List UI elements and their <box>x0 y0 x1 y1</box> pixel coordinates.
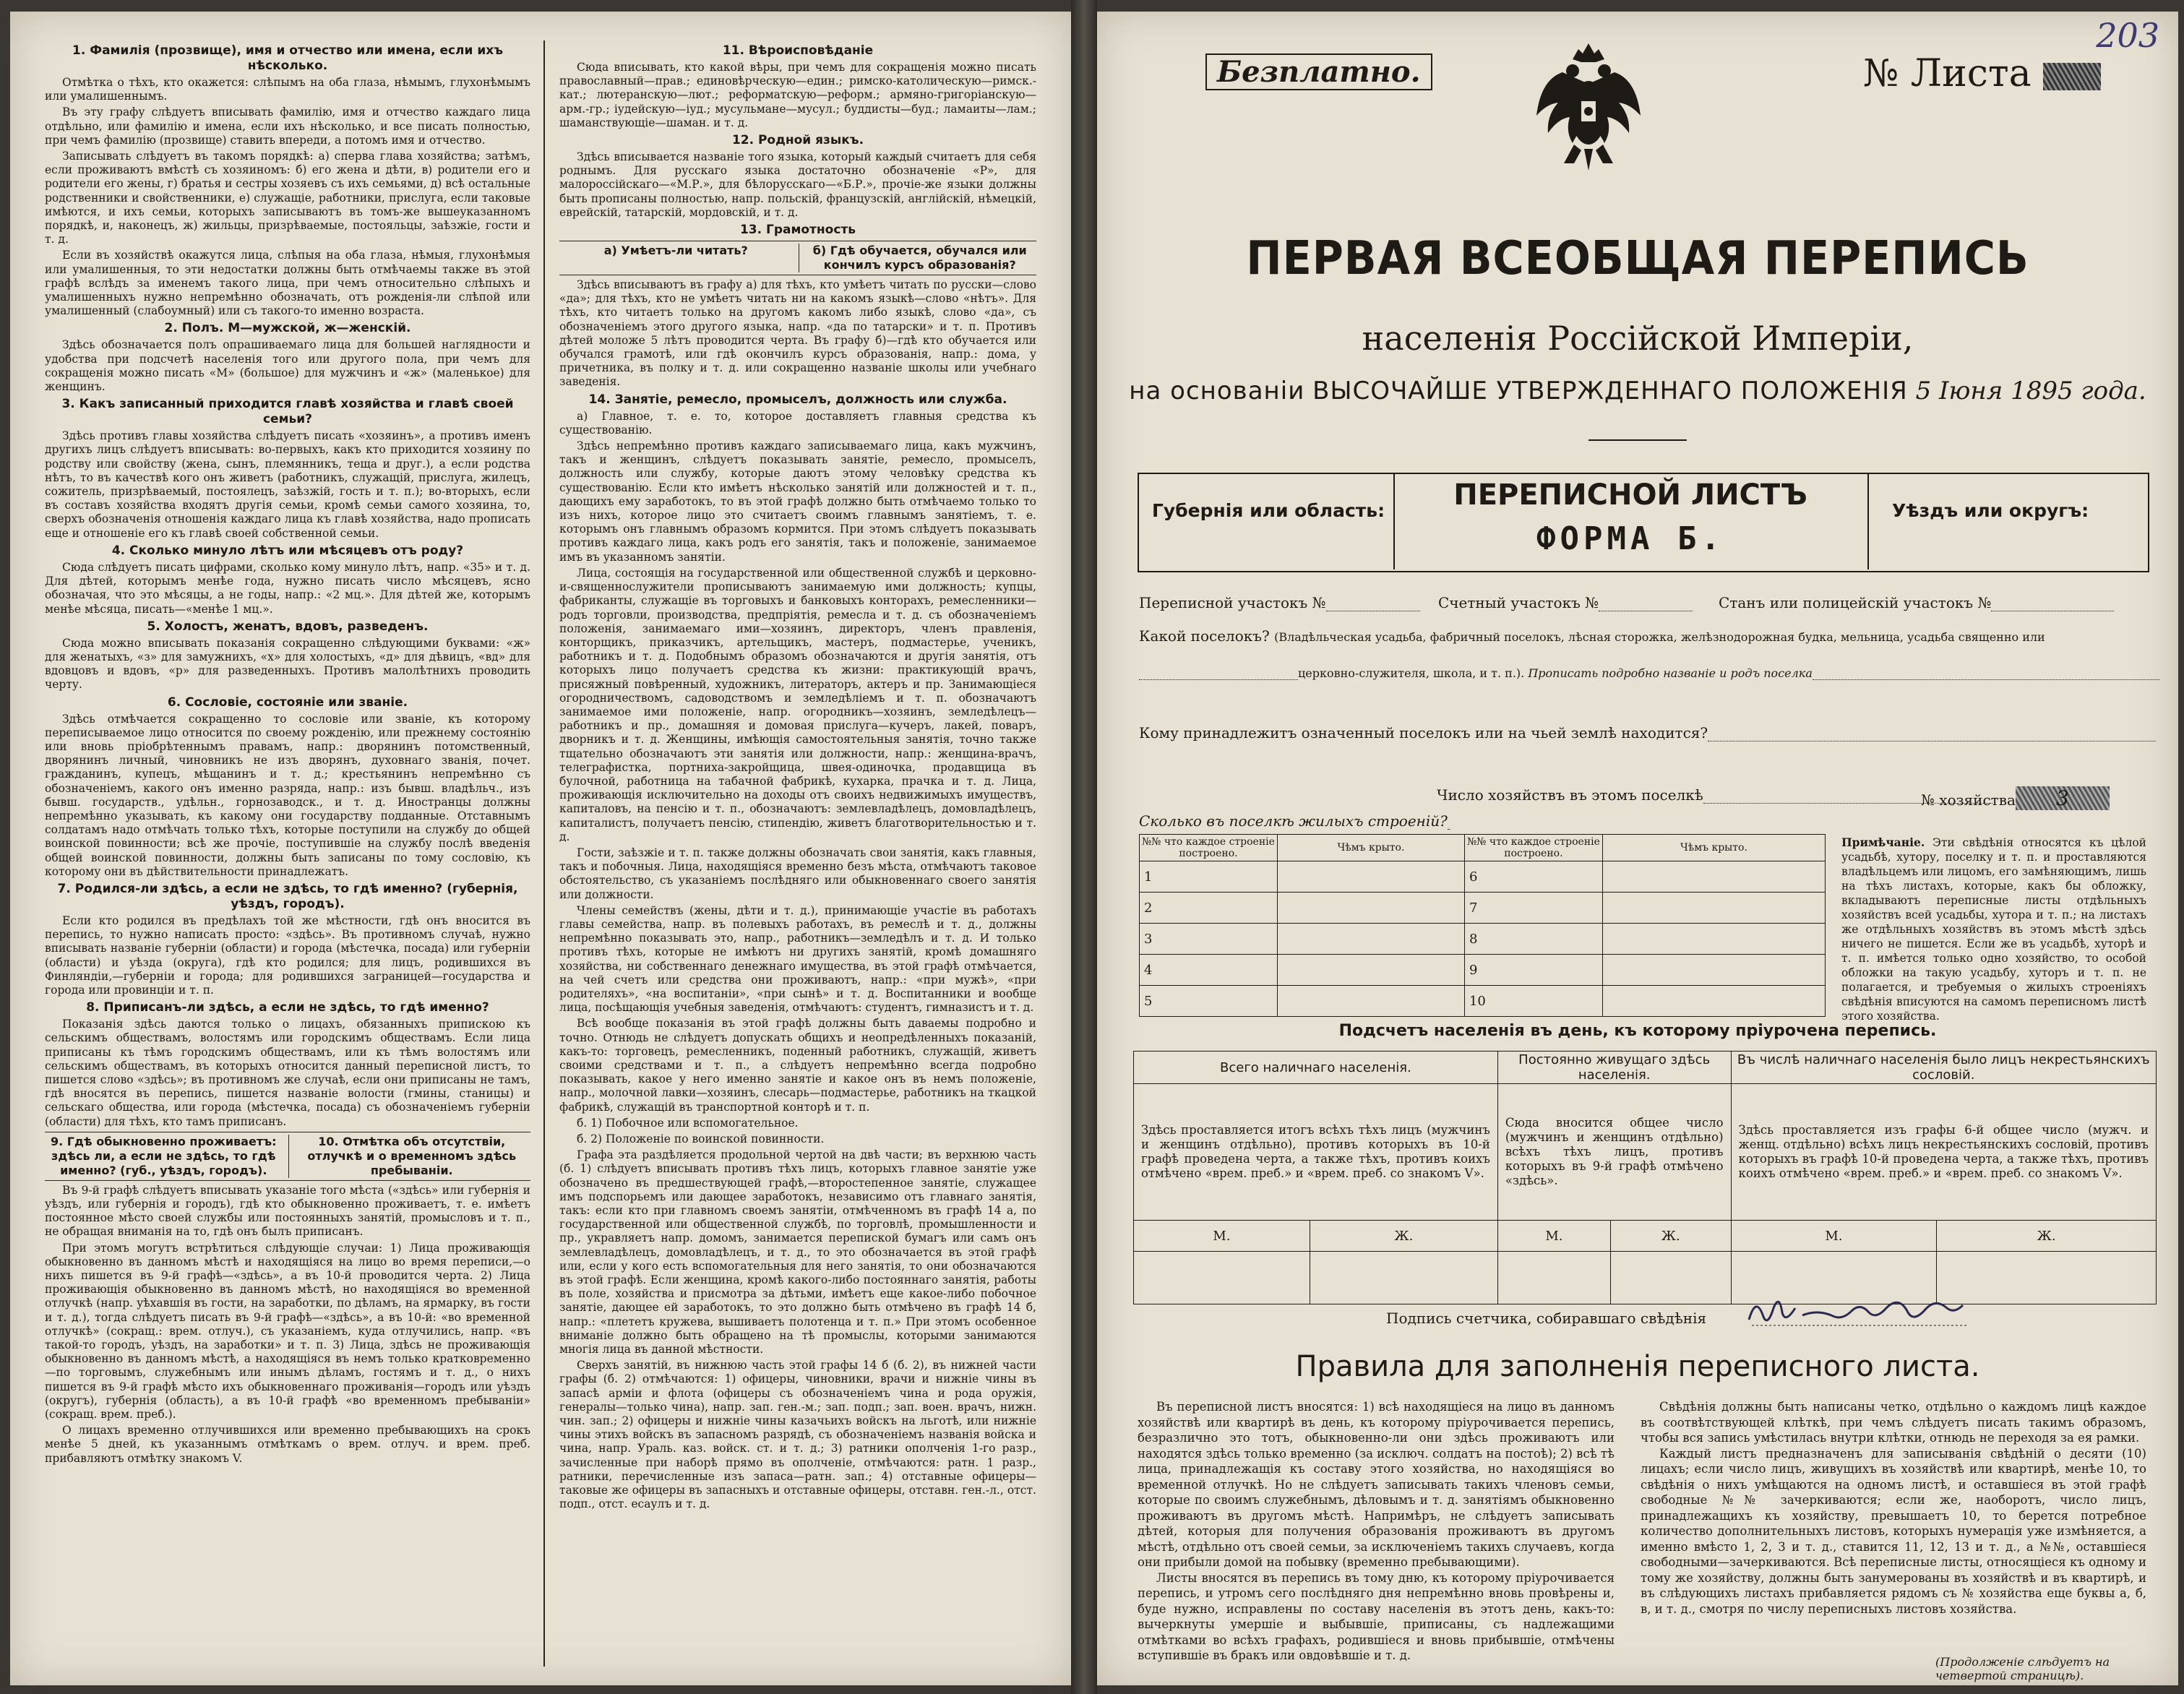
instruction-section <box>559 392 1036 1512</box>
instruction-section <box>45 321 530 394</box>
instruction-paragraph: а) Главное, т. е. то, которое доставляетъ главныя средства къ существованію. <box>559 409 1036 437</box>
stroeni-label: Сколько въ поселкѣ жилыхъ строеній? <box>1139 812 1448 830</box>
instruction-section <box>45 543 530 616</box>
list-number-label: № Листа <box>1863 52 2032 95</box>
field-poselok[interactable] <box>1139 627 2045 645</box>
heading-13a: а) Умѣетъ-ли читать? <box>603 244 748 258</box>
hozyaistvo-no-value: 3 <box>2016 786 2110 810</box>
population-col-head: Въ числѣ наличнаго населенія было лицъ некрестьянскихъ сословій. <box>1731 1052 2156 1084</box>
instruction-section <box>45 43 530 318</box>
instruction-paragraph: Если въ хозяйствѣ окажутся лица, слѣпыя на оба глаза, нѣмыя, глухонѣмыя или умалишенныя, то эти недостатки должны быть отмѣчаемы также въ этой графѣ вслѣдъ за именемъ такого лица, при чемъ относительно слѣпыхъ и умалишенныхъ нужно непремѣнно обозначать, отъ рожденія-ли слѣпой или умалишенный (слабоумный) или съ такого-то именно возраста. <box>45 249 530 318</box>
male-count-cell[interactable] <box>1497 1252 1610 1304</box>
buildings-col-no-2: №№ что каждое строеніе построено. <box>1464 835 1602 861</box>
building-number: 3 <box>1140 924 1278 955</box>
male-label: М. <box>1134 1221 1310 1252</box>
instruction-heading: 3. Какъ записанный приходится главѣ хозяйства и главѣ своей семьи? <box>61 397 514 427</box>
rules-paragraph: Свѣдѣнія должны быть написаны четко, отдѣльно о каждомъ лицѣ каждое въ соотвѣтствующей клѣткѣ, при чемъ слѣдуетъ писать такимъ образомъ, чтобы вся запись умѣстилась внутри клѣтки, отнюдь не переходя за ея рамки. <box>1641 1400 2146 1445</box>
instructions-column-a <box>45 40 530 1667</box>
buildings-col-roof-2: Чѣмъ крыто. <box>1602 835 1825 861</box>
building-number: 6 <box>1464 861 1602 893</box>
note-text: Эти свѣдѣнія относятся къ цѣлой усадьбѣ, хутору, поселку и т. п. и проставляются владѣльцемъ или лицомъ, его замѣняющимъ, лишь на тѣхъ листахъ, которые, какъ бы обложку, вкладываютъ переписные листы отдѣльныхъ хозяйствъ всей усадьбы, хутора и т. п.; на листахъ же отдѣльныхъ хозяйствъ въ этомъ мѣстѣ здѣсь ничего не пишется. Если же въ усадьбѣ, хуторѣ и т. п. имѣется только одно хозяйство, то особой обложки на такую усадьбу, хуторъ и т. п. не полагается, и требуемыя о жилыхъ строеніяхъ свѣдѣнія вписуются на самомъ переписномъ листѣ этого хозяйства. <box>1841 836 2146 1023</box>
instruction-paragraph: Сюда можно вписывать показанія сокращенно слѣдующими буквами: «ж» для женатыхъ, «з» для замужнихъ, «х» для холостыхъ, «д» для дѣвицъ, «вд» для вдовцовъ и вдовъ, «р» для разведенныхъ. Противъ малолѣтнихъ проводить черту. <box>45 636 530 692</box>
book-gutter <box>1071 0 1097 1694</box>
instruction-paragraph: Здѣсь противъ главы хозяйства слѣдуетъ писать «хозяинъ», а противъ именъ другихъ лицъ слѣдуетъ вписывать: во-первыхъ, какъ кто приходится хозяину по родству или свойству (жена, сынъ, племянникъ, теща и друг.), а если родства нѣтъ, то въ качествѣ кого онъ живетъ (работникъ, служащій, прислуга, жилецъ, сожитель, призрѣваемый, постоялецъ, заѣзжій, гость и т. п.); во-вторыхъ, если въ составъ хозяйства входятъ другія семьи, кромѣ семьи самого хозяина, то, сверхъ обозначенія отношенія каждаго лица къ главѣ хозяйства, надо прописать еще и отношеніе его къ главѣ своей собственной семьи. <box>45 429 530 540</box>
instruction-heading: 5. Холостъ, женатъ, вдовъ, разведенъ. <box>147 619 429 634</box>
instruction-heading: 13. Грамотность <box>739 223 856 238</box>
instruction-heading: 14. Занятіе, ремесло, промыселъ, должность или служба. <box>588 392 1007 407</box>
building-roof-cell[interactable] <box>1277 861 1464 893</box>
building-roof-cell[interactable] <box>1602 986 1825 1017</box>
instruction-heading: 4. Сколько минуло лѣтъ или мѣсяцевъ отъ роду? <box>111 543 464 558</box>
buildings-table <box>1139 834 1826 1017</box>
komu-label: Кому принадлежитъ означенный поселокъ или на чьей землѣ находится? <box>1139 724 1708 741</box>
continued-note: (Продолженіе слѣдуетъ на четвертой страницѣ). <box>1935 1655 2110 1682</box>
hozyaistvo-no-label: № хозяйства <box>1921 791 2016 809</box>
left-page-instructions <box>10 12 1071 1685</box>
instruction-paragraph: б. 2) Положеніе по воинской повинности. <box>577 1132 825 1146</box>
male-label: М. <box>1497 1221 1610 1252</box>
population-col-head: Постоянно живущаго здѣсь населенія. <box>1497 1052 1731 1084</box>
heading-13b: б) Гдѣ обучается, обучался или кончилъ курсъ образованія? <box>799 244 1037 272</box>
right-page-census-form <box>1097 12 2178 1685</box>
rules-paragraph: Каждый листъ предназначенъ для записыванія свѣдѣній о десяти (10) лицахъ; если число лицъ, живущихъ въ хозяйствѣ или квартирѣ, менѣе 10, то свѣдѣнія о нихъ умѣщаются на одномъ листѣ, и оставшіеся въ этой графѣ свободные №№ зачеркиваются; если же, наоборотъ, число лицъ, принадлежащихъ къ хозяйству, превышаетъ 10, то берется потребное количество дополнительныхъ листовъ, которыхъ нумерація уже измѣняется, а именно вмѣсто 1, 2, 3 и т. д., ставится 11, 12, 13 и т. д., а №№, оставшіеся свободными—зачеркиваются. Всѣ переписные листы, относящіеся къ одному и тому же хозяйству, должны быть занумерованы въ хозяйствѣ и въ квартирѣ, и въ слѣдующихъ листахъ прибавляется рядомъ съ № хозяйства еще буквы а, б, в, и т. д., смотря по числу переписныхъ листовъ хозяйства. <box>1641 1446 2146 1616</box>
building-number: 5 <box>1140 986 1278 1017</box>
instruction-section <box>45 882 530 997</box>
instruction-heading: 11. Вѣроисповѣданіе <box>722 43 874 58</box>
decree-part-b: ВЫСОЧАЙШЕ УТВЕРЖДЕННАГО ПОЛОЖЕНІЯ <box>1312 377 1908 405</box>
female-label: Ж. <box>1937 1221 2157 1252</box>
field-chislo-hozyaistv[interactable] <box>1437 786 1992 804</box>
instruction-paragraph: Въ эту графу слѣдуетъ вписывать фамилію, имя и отчество каждаго лица отдѣльно, или фамилію и имена, если ихъ нѣсколько, и все писать полностью, при чемъ фамилію (прозвище) ставить впереди, а потомъ имя и отчество. <box>45 106 530 147</box>
building-roof-cell[interactable] <box>1277 924 1464 955</box>
instruction-paragraph: Здѣсь вписываютъ въ графу а) для тѣхъ, кто умѣетъ читать по русски—слово «да»; для тѣхъ, кто не умѣетъ читать ни на какомъ языкѣ—слово «нѣтъ». Для тѣхъ, кто читаетъ только на другомъ какомъ либо языкѣ, слово «да», съ обозначеніемъ этого другого языка, напр. «да по татарски» и т. п. Противъ дѣтей моложе 5 лѣтъ проводится черта. Въ графу б)—гдѣ кто обучается или обучался грамотѣ, или гдѣ окончилъ курсъ образованія, напр.: дома, у причетника, въ полку и т. д. или сокращенно названіе школы или учебнаго заведенія. <box>559 278 1036 389</box>
field-schetny-uchastok[interactable] <box>1438 594 1693 611</box>
population-count-title: Подсчетъ населенія въ день, къ которому пріурочена перепись. <box>1338 1022 1937 1040</box>
building-roof-cell[interactable] <box>1602 924 1825 955</box>
schetny-uchastok-label: Счетный участокъ № <box>1438 594 1599 611</box>
poselok-hint-3: Прописать подробно названіе и родъ поселка <box>1528 666 1813 680</box>
instruction-paragraph: Графа эта раздѣляется продольной чертой на двѣ части; въ верхнюю часть (б. 1) слѣдуетъ вписывать противъ тѣхъ лицъ, которыхъ главное занятіе уже обозначено въ предшествующей графѣ,—второстепенное занятіе, служащее имъ подспорьемъ или дающее заработокъ, независимо отъ главнаго занятія, такъ: если кто при главномъ своемъ занятіи, отмѣченномъ въ графѣ 14 а, по государственной или общественной службѣ, по торговлѣ, промышленности и пр., укравляетъ напр. домомъ, занимается перепиской бумагъ или самъ онъ землевладѣлецъ, домовладѣлецъ, и т. д., то это обозначается въ этой графѣ или, если у кого есть вспомогательныя для него занятія, то они обозначаются въ этой графѣ. Если женщина, кромѣ какого-либо постояннаго занятія, работы въ поле, хозяйства и присмотра за дѣтьми, имѣетъ еще какое-либо побочное занятіе, дающее ей заработокъ, то это должно быть отмѣчено въ графѣ 14 б, напр.: «плететъ кружева, вышиваетъ полотенца и т. п.» При этомъ особенное вниманіе должно быть обращено на тѣ промыслы, которыми занимаются многія лица въ данной мѣстности. <box>559 1148 1036 1357</box>
instruction-paragraph: Здѣсь отмѣчается сокращенно то сословіе или званіе, къ которому переписываемое лицо относится по своему рожденію, или прежнему состоянію или вновь пріобрѣтеннымъ правамъ, напр.: дворянинъ потомственный, дворянинъ личный, чиновникъ не изъ дворянъ, духовнаго званія, почет. гражданинъ, купецъ, мѣщанинъ и т. д.; крестьянинъ непремѣнно съ обозначеніемъ, какого онъ именно разряда, напр.: изъ бывш. владѣльч., изъ бывш. государств., удѣльн., горнозаводск., и т. д. Иностранцы должны непремѣнно указывать, къ какому они государству подданные. Отставнымъ солдатамъ надо отмѣчать только тѣхъ, которые поступили на службу до общей воинской повинности; всѣ же прочіе, поступившіе на службу послѣ введенія общей воинской повинности, должны быть записаны по тому сословію, къ которому они въ дѣйствительности принадлежатъ. <box>45 712 530 878</box>
buildings-row <box>1140 893 1826 924</box>
buildings-row <box>1140 955 1826 986</box>
free-stamp: Безплатно. <box>1205 53 1432 90</box>
rules-column-a <box>1138 1399 1615 1681</box>
instruction-heading: 6. Сословіе, состояніе или званіе. <box>167 695 408 710</box>
note-label: Примѣчаніе. <box>1841 835 1925 849</box>
perepisnoy-uchastok-label: Переписной участокъ № <box>1139 594 1326 611</box>
building-roof-cell[interactable] <box>1277 893 1464 924</box>
decree-part-a: на основаніи <box>1129 377 1305 405</box>
population-col-desc: Здѣсь проставляется итогъ всѣхъ тѣхъ лицъ (мужчинъ и женщинъ отдѣльно), противъ которыхъ въ 10-й графѣ проведена черта, а также тѣхъ, противъ коихъ отмѣчено «врем. преб.» и «врем. преб. со знакомъ V». <box>1134 1084 1498 1221</box>
building-roof-cell[interactable] <box>1277 955 1464 986</box>
instruction-paragraph: Показанія здѣсь даются только о лицахъ, обязанныхъ припискою къ сельскимъ обществамъ, волостямъ или городскимъ обществамъ. Если лица приписаны къ тѣмъ городскимъ обществамъ, или къ тѣмъ волостямъ или сельскимъ обществамъ, въ которыхъ относится данный переписной листъ, то пишется слово «здѣсь»; въ противномъ же случаѣ, если они приписаны не тамъ, гдѣ вносятся въ перепись, пишется названіе волости (гмины, станицы) и сельскаго общества, или города (мѣстечка, посада) съ обозначеніемъ губерніи (области) для тѣхъ, кто тамъ приписанъ. <box>45 1018 530 1128</box>
split-heading-13 <box>559 241 1036 275</box>
building-number: 9 <box>1464 955 1602 986</box>
building-roof-cell[interactable] <box>1602 955 1825 986</box>
male-count-cell[interactable] <box>1134 1252 1310 1304</box>
instruction-paragraph: Въ 9-й графѣ слѣдуетъ вписывать указаніе того мѣста («здѣсь» или губернія и уѣздъ, или губернія и городъ), гдѣ кто обыкновенно проживаетъ, т. е. имѣетъ постоянное мѣсто своей службы или постоянныхъ занятій, промысловъ и т. п., не обращая вниманія на то, гдѣ онъ былъ приписанъ. <box>45 1183 530 1239</box>
male-label: М. <box>1731 1221 1937 1252</box>
field-komu[interactable] <box>1139 724 2156 741</box>
split-heading-9-10 <box>45 1132 530 1181</box>
building-number: 8 <box>1464 924 1602 955</box>
census-decree <box>1097 377 2178 405</box>
instruction-paragraph: Сюда слѣдуетъ писать цифрами, сколько кому минуло лѣтъ, напр. «35» и т. д. Для дѣтей, которымъ менѣе года, нужно писать число мѣсяцевъ, ясно обозначая, что это мѣсяцы, а не годы, напр.: «2 мц.». Для дѣтей же, которымъ менѣе мѣсяца, писать—«менѣе 1 мц.». <box>45 560 530 616</box>
heading-9: 9. Гдѣ обыкновенно проживаетъ: здѣсь ли, а если не здѣсь, то гдѣ именно? (губ., уѣздъ, городъ). <box>50 1134 277 1177</box>
imperial-eagle-icon <box>1531 40 1646 178</box>
instruction-paragraph: Лица, состоящія на государственной или общественной службѣ и церковно-и-священнослужители прописываютъ занимаемую ими должность; купцы, фабриканты, служащіе въ торговыхъ и банковыхъ конторахъ, ремесленники—родъ торговли, производства, предпріятія, ремесла и т. д. съ обозначеніемъ положенія, занимаемаго ими—хозяинъ, директоръ, членъ правленія, конторщикъ, приказчикъ, артельщикъ, мастеръ, подмастерье, ученикъ, работникъ и т. д. Подобнымъ образомъ обозначаются и другія занятія, отъ которыхъ лицо получаетъ средства къ жизни: практикующій врачъ, присяжный повѣренный, художникъ, литераторъ, актеръ и пр. Занимающіеся огородничествомъ, садоводствомъ и земледѣліемъ и т. п. обозначаютъ занимаемое ими положеніе, напр. огородникъ—хозяинъ, земледѣлецъ—работникъ и пр., домашняя и домовая прислуга—кучеръ, лакей, поваръ, дворникъ и т. д. Женщины, имѣющія самостоятельныя занятія, точно также тщательно обозначаютъ эти занятія или должности, напр.: женщина-врачъ, телеграфистка, портниха-закройщица, швея-одиночка, продавщица въ булочной, работница на табачной фабрикѣ, кухарка, прачка и т. д. Лица, проживающія исключительно на доходы отъ своихъ недвижимыхъ имуществъ, капиталовъ, на пенсію и т. п., обозначаютъ: землевладѣлецъ, домовладѣлецъ, капиталистъ, получаетъ пенсію, стипендію, живетъ благотворительностью и т. д. <box>559 566 1036 843</box>
population-col-head: Всего наличнаго населенія. <box>1134 1052 1498 1084</box>
enumerator-signature-label: Подпись счетчика, собиравшаго свѣдѣнія <box>1386 1310 1707 1327</box>
instruction-section <box>559 278 1036 390</box>
enumerator-signature[interactable] <box>1745 1291 1983 1334</box>
instruction-section <box>45 397 530 541</box>
building-roof-cell[interactable] <box>1602 893 1825 924</box>
instruction-paragraph: Если кто родился въ предѣлахъ той же мѣстности, гдѣ онъ вносится въ перепись, то нужно написать просто: «здѣсь». Въ противномъ случаѣ, нужно вписывать названіе губерніи (области) и города (мѣстечка, посада) или губерніи (области) и уѣзда (округа), гдѣ кто родился; для лицъ, родившихся въ Финляндіи,—губерніи и города; для родившихся заграницей—государства и города или провинціи и т. п. <box>45 913 530 997</box>
instruction-heading: 1. Фамилія (прозвище), имя и отчество или имена, если ихъ нѣсколько. <box>72 43 503 73</box>
instruction-paragraph: Сюда вписывать, кто какой вѣры, при чемъ для сокращенія можно писать православный—прав.; единовѣрческую—един.; римско-католическую—римск.-кат.; лютеранскую—лют.; реформатскую—реформ.; армяно-григоріанскую—арм.-гр.; іудейскую—іуд.; мусульмане—мусул.; буддисты—буд.; ламаиты—лам.; шаманствующіе—шаман. и т. д. <box>559 61 1036 129</box>
building-number: 10 <box>1464 986 1602 1017</box>
column-divider <box>543 40 545 1667</box>
instruction-paragraph: При этомъ могутъ встрѣтиться слѣдующіе случаи: 1) Лица проживающія обыкновенно въ данномъ мѣстѣ и находящіяся на лицо во время переписи,—о нихъ пишется въ 9-й графѣ—«здѣсь», а въ 10-й проводится черта. 2) Лица проживающія обыкновенно въ данномъ мѣстѣ, но находящіяся во временной отлучкѣ (напр. уѣхавшія въ гости, на заработки, по дѣламъ, на ярмарку, въ гости и т. д.), тогда слѣдуетъ писать въ 9-й графѣ—«здѣсь», а въ 10-й: «во временной отлучкѣ» (сокращ.: врем. отлуч.), съ указаніемъ, куда отлучились, напр. «въ такой-то городъ, уѣздъ, на заработки» и т. п. 3) Лица, здѣсь не проживающія обыкновенно въ данномъ мѣстѣ, а находящіяся въ немъ только кратковременно—по торговымъ, служебнымъ или инымъ дѣламъ, гостямъ и т. д., о нихъ пишется въ 9-й графѣ мѣсто ихъ обыкновеннаго проживанія—городъ или уѣздъ (округъ), губернія (область), а въ 10-й графѣ «во временномъ пребываніи» (сокращ. врем. преб.). <box>45 1241 530 1422</box>
building-number: 2 <box>1140 893 1278 924</box>
building-number: 7 <box>1464 893 1602 924</box>
uezd-label: Уѣздъ или округъ: <box>1892 500 2089 521</box>
instruction-section <box>559 223 1036 238</box>
heading-10: 10. Отмѣтка объ отсутствіи, отлучкѣ и о временномъ здѣсь пребываніи. <box>288 1135 531 1178</box>
census-title: ПЕРВАЯ ВСЕОБЩАЯ ПЕРЕПИСЬ <box>1246 232 2029 285</box>
population-col-desc: Сюда вносится общее число (мужчинъ и женщинъ отдѣльно) всѣхъ тѣхъ лицъ, противъ которыхъ въ 9-й графѣ отмѣчено «здѣсь». <box>1497 1084 1731 1221</box>
instruction-paragraph: Гости, заѣзжіе и т. п. также должны обозначать свои занятія, какъ главныя, такъ и побочныя. Лица, находящіяся временно безъ мѣста, отмѣчаютъ таковое обстоятельство, съ указаніемъ послѣдняго или обыкновеннаго своего занятія или должности. <box>559 846 1036 901</box>
female-count-cell[interactable] <box>1310 1252 1497 1304</box>
field-perepisnoy-uchastok[interactable] <box>1139 594 1420 611</box>
instruction-paragraph: б. 1) Побочное или вспомогательное. <box>577 1116 799 1130</box>
field-poselok-cont[interactable] <box>1139 666 2159 680</box>
uezd-field[interactable] <box>1882 496 2149 539</box>
instruction-section <box>45 619 530 692</box>
building-roof-cell[interactable] <box>1277 986 1464 1017</box>
rules-column-b <box>1641 1399 2146 1681</box>
buildings-note <box>1841 835 2146 1023</box>
instruction-paragraph: О лицахъ временно отлучившихся или временно пребывающихъ на срокъ менѣе 5 дней, къ указаннымъ отмѣткамъ о врем. отлуч. и врем. преб. прибавляютъ отмѣтку знакомъ V. <box>45 1424 530 1465</box>
instruction-paragraph: Записывать слѣдуетъ въ такомъ порядкѣ: а) сперва глава хозяйства; затѣмъ, если проживаютъ вмѣстѣ съ хозяиномъ: б) его жена и дѣти, в) родители его и родители его жены, г) братья и сестры хозяевъ съ ихъ семьями, д) всѣ остальные родственники и свойственники, е) служащіе, работники, прислуга, если таковые имѣются, и ихъ семьи, которыхъ записываютъ въ томъ-же вышеуказанномъ порядкѣ, и, наконецъ, ж) жильцы, призрѣваемые, постояльцы, заѣзжіе, гости и т. д. <box>45 150 530 246</box>
instruction-paragraph: Отмѣтка о тѣхъ, кто окажется: слѣпымъ на оба глаза, нѣмымъ, глухонѣмымъ или умалишеннымъ. <box>45 76 530 103</box>
building-number: 4 <box>1140 955 1278 986</box>
field-stroeni[interactable] <box>1139 812 1450 830</box>
field-hozyaistvo-no[interactable] <box>1921 786 2110 810</box>
buildings-row <box>1140 924 1826 955</box>
gubernia-field[interactable] <box>1336 496 1386 539</box>
instruction-section <box>559 43 1036 130</box>
instructions-column-b <box>559 40 1036 1667</box>
decree-part-c: 5 Іюня 1895 года. <box>1915 377 2146 405</box>
chislo-label: Число хозяйствъ въ этомъ поселкѣ <box>1437 786 1703 804</box>
page-number: 203 <box>2096 16 2159 55</box>
rules-paragraph: Листы вносятся въ перепись въ тому дню, къ которому пріурочивается перепись, и утромъ сего послѣдняго дня непремѣнно вновь провѣрены и, буде нужно, исправлены по составу населенія въ этотъ день, какъ-то: вычеркнуты умершіе и выбывшіе, приписаны, съ надлежащими отмѣтками во всѣхъ графахъ, родившіеся и вновь прибывшіе, отмѣчены вступившіе въ бракъ или овдовѣвшіе и т. д. <box>1138 1570 1615 1662</box>
instruction-paragraph: Всѣ вообще показанія въ этой графѣ должны быть даваемы подробно и точно. Отнюдь не слѣдуетъ допускать общихъ и неопредѣленныхъ показаній, какъ-то: торговецъ, ремесленникъ, поденный работникъ, служащій, живетъ своими средствами и т. п., а слѣдуетъ непремѣнно всегда подробно показывать, какое у него именно занятіе и какое онъ въ немъ положеніе, напр., молочной лавки—хозяинъ, слесарь—подмастерье, работникъ на ткацкой фабрикѣ, служащій въ транспортной конторѣ и т. п. <box>559 1017 1036 1114</box>
instruction-section <box>559 133 1036 220</box>
instruction-paragraph: Сверхъ занятій, въ нижнюю часть этой графы 14 б (б. 2), въ нижней части графы (б. 2) отмѣчаются: 1) офицеры, чиновники, врачи и нижніе чины въ запасѣ армiи и флота (офицеры съ обозначеніемъ чина и рода оружія, генералы—только чина), напр. зап. ген.-м.; зап. подп.; зап. воен. врачъ, нижн. чин. зап.; 2) офицеры и нижніе чины казачьихъ войскъ на льготѣ, или нижніе чины этихъ войскъ въ запасномъ разрядѣ, съ обозначеніемъ названія войска и чина, напр. Ураль. каз. войск. ст. и т. д.; 3) ратники ополченія 1-го разр., зачисленные при наборѣ прямо въ ополченіе, отмѣчаются: ратн. 1 разр., ратники, перечисленные изъ запаса—ратн. зап.; 4) отставные офицеры—таковые же офицеры въ запасныхъ и отставные офицеры, отставн. ген.-л., отст. подп., отст. есаулъ и т. д. <box>559 1359 1036 1511</box>
poselok-hint-2: церковно-служителя, школа, и т. п.). <box>1298 666 1525 680</box>
instruction-paragraph: Здѣсь непремѣнно противъ каждаго записываемаго лица, какъ мужчинъ, такъ и женщинъ, слѣдуетъ показывать занятіе, ремесло, промыселъ, должность или службу, которые даютъ этому человѣку средства къ существованію. Если кто имѣетъ нѣсколько занятій или должностей и т. п., дающихъ ему заработокъ, то въ этой графѣ должно быть отмѣчаемо только то изъ нихъ, которое лицо это считаетъ своимъ главнымъ занятіемъ, т. е. которымъ онъ главнымъ образомъ кормится. При этомъ слѣдуетъ показывать противъ каждаго лица, какъ родъ его занятія, такъ и положеніе, занимаемое имъ въ указанномъ занятіи. <box>559 439 1036 564</box>
gubernia-label: Губернія или область: <box>1152 500 1385 521</box>
instruction-heading: 7. Родился-ли здѣсь, а если не здѣсь, то гдѣ именно? (губернія, уѣздъ, городъ). <box>57 881 518 911</box>
buildings-row <box>1140 861 1826 893</box>
instruction-heading: 12. Родной языкъ. <box>731 133 864 148</box>
population-col-desc: Здѣсь проставляется изъ графы 6-й общее число (мужч. и женщ. отдѣльно) всѣхъ лицъ некрестьянскихъ сословій, противъ которыхъ въ графѣ 10-й проведена черта, а также тѣхъ, противъ коихъ отмѣчено «врем. преб.» и «врем. преб. со знакомъ V». <box>1731 1084 2156 1221</box>
instruction-heading: 8. Приписанъ-ли здѣсь, а если не здѣсь, то гдѣ именно? <box>86 1000 489 1015</box>
instruction-paragraph: Здѣсь вписывается названіе того языка, который каждый считаетъ для себя роднымъ. Для русскаго языка достаточно обозначеніе «Р», для малороссійскаго—«М.Р.», для бѣлорусскаго—«Б.Р.», прочіе-же языки должны быть прописаны полностью, напр. польскій, французскій, англійскій, нѣмецкій, еврейскій, татарскій, мордовскій, и т. д. <box>559 150 1036 219</box>
instruction-heading: 2. Полъ. М—мужской, ж—женскій. <box>164 321 411 336</box>
title-rule <box>1588 439 1687 441</box>
buildings-col-roof-1: Чѣмъ крыто. <box>1277 835 1464 861</box>
rules-title: Правила для заполненія переписного листа. <box>1295 1350 1980 1383</box>
list-number <box>1863 52 2101 95</box>
population-table <box>1133 1051 2157 1304</box>
poselok-label: Какой поселокъ? <box>1139 627 1270 645</box>
instruction-paragraph: Члены семействъ (жены, дѣти и т. д.), принимающіе участіе въ работахъ главы семейства, напр. въ полевыхъ работахъ, въ ремеслѣ и т. д., должны непремѣнно показывать это, напр., работникъ—земледѣлъ и т. д. И только противъ тѣхъ, которые не имѣютъ ни другихъ занятій, кромѣ домашняго хозяйства, ни собственнаго денежнаго имущества, въ этой графѣ отмѣчается, на чей счетъ или средства они проживаютъ, напр.: «при мужѣ», «при родителяхъ», «на воспитаніи», «при сынѣ» и т. д. Воспитанники и вообще лица, посѣщающія учебныя заведенія, отмѣчаютъ: студентъ, гимназистъ и т. д. <box>559 903 1036 1015</box>
building-number: 1 <box>1140 861 1278 893</box>
list-number-scribble <box>2043 63 2101 90</box>
rules-paragraph: Въ переписной листъ вносятся: 1) всѣ находящіеся на лицо въ данномъ хозяйствѣ или квартирѣ въ день, къ которому пріурочивается перепись, безразлично это тотъ, обыкновенно-ли они здѣсь проживаютъ или находятся здѣсь только временно (за исключ. солдатъ на постоѣ); 2) всѣ тѣ лица, принадлежащія къ составу этого хозяйства, но находящіяся во временной отлучкѣ. Но не слѣдуетъ записывать такихъ членовъ семьи, которые по своимъ служебнымъ, дѣловымъ и т. д. занятіямъ обыкновенно проживаютъ въ другомъ мѣстѣ. Напримѣръ, не слѣдуетъ записывать дѣтей, которыя для получения образованія проживаютъ въ другомъ мѣстѣ, отдѣльно отъ своей семьи, за исключеніемъ такихъ случаевъ, когда они прибыли домой на побывку (временно пребывающими). <box>1138 1400 1615 1569</box>
instruction-section <box>45 1000 530 1129</box>
buildings-col-no-1: №№ что каждое строеніе построено. <box>1140 835 1278 861</box>
female-label: Ж. <box>1310 1221 1497 1252</box>
building-roof-cell[interactable] <box>1602 861 1825 893</box>
form-title: ПЕРЕПИСНОЙ ЛИСТЪ <box>1453 478 1807 512</box>
field-stan[interactable] <box>1719 594 2114 611</box>
female-label: Ж. <box>1611 1221 1732 1252</box>
poselok-hint: (Владѣльческая усадьба, фабричный поселокъ, лѣсная сторожка, желѣзнодорожная будка, мельница, усадьба священно или <box>1274 630 2045 644</box>
instruction-section <box>45 695 530 879</box>
stan-label: Станъ или полицейскій участокъ № <box>1719 594 1992 611</box>
form-subtitle: ФОРМА Б. <box>1536 520 1724 557</box>
female-count-cell[interactable] <box>1611 1252 1732 1304</box>
buildings-row <box>1140 986 1826 1017</box>
census-subtitle: населенія Россійской Имперіи, <box>1362 319 1914 358</box>
instruction-paragraph: Здѣсь обозначается полъ опрашиваемаго лица для большей наглядности и удобства при подсчетѣ населенія того или другого пола, при чемъ для сокращенія можно писать «М» (большое) для мужчинъ и «ж» (маленькое) для женщинъ. <box>45 338 530 394</box>
